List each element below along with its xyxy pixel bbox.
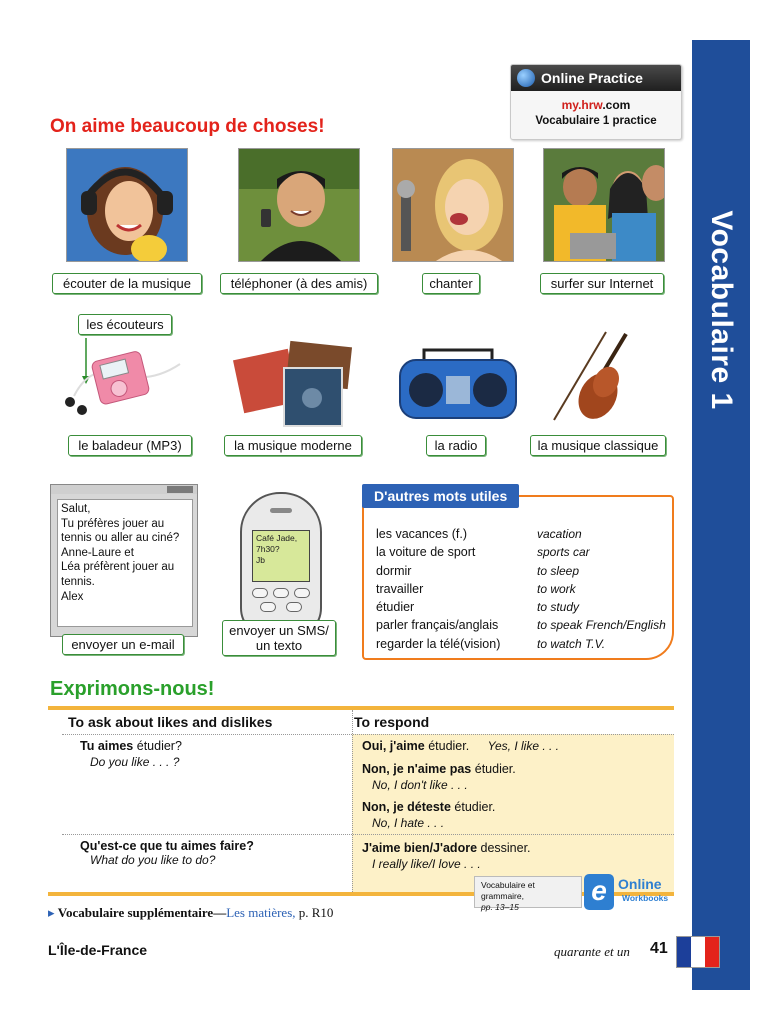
mp3-player-image: [60, 334, 200, 430]
online-practice-box[interactable]: [510, 64, 682, 140]
word-row: la voiture de sport sports car: [376, 545, 590, 560]
label-classical-music: la musique classique: [530, 435, 666, 456]
photo-boy-phone: [238, 148, 360, 262]
column-divider: [352, 710, 353, 892]
phone-key: [252, 588, 268, 598]
sms-line: 7h30?: [256, 544, 280, 554]
email-titlebar: [51, 485, 197, 494]
respond-no-hate: Non, je déteste étudier. No, I hate . . .: [362, 800, 496, 830]
word-row: travailler to work: [376, 581, 576, 596]
phone-key: [286, 602, 302, 612]
email-message: [57, 499, 193, 627]
label-modern-music: la musique moderne: [224, 435, 362, 456]
vocabulary-side-band: [692, 40, 750, 990]
supplement-page: p. R10: [295, 905, 334, 920]
cds-image: [232, 340, 356, 430]
phone-screen: [252, 530, 310, 582]
table-divider: [62, 734, 674, 735]
respond-really-like: J'aime bien/J'adore dessiner. I really like/I love . . .: [362, 841, 531, 871]
respond-no-dont-like: Non, je n'aime pas étudier. No, I don't like . . .: [362, 762, 516, 792]
email-line: Léa préfèrent jouer au: [61, 561, 175, 574]
word-row: parler français/anglais to speak French/English: [376, 618, 666, 633]
word-row: étudier to study: [376, 600, 580, 615]
workbook-line1: Vocabulaire et grammaire,: [481, 880, 535, 901]
flag-stripe-white: [691, 937, 705, 967]
workbook-line2: pp. 13–15: [481, 902, 519, 912]
sms-label-line1: envoyer un SMS/: [229, 623, 329, 638]
email-line: Tu préfères jouer au: [61, 517, 165, 530]
email-window: [50, 484, 198, 637]
email-line: Alex: [61, 590, 84, 603]
section-title-expressions: Exprimons-nous!: [50, 678, 215, 700]
online-practice-title: Online Practice: [541, 70, 643, 86]
violin-image: [546, 326, 642, 426]
word-row: les vacances (f.) vacation: [376, 527, 582, 541]
workbook-reference: [474, 876, 582, 912]
ask-do-you-like: Tu aimes étudier? Do you like . . . ?: [80, 739, 182, 769]
supplement-text: Vocabulaire supplémentaire—: [57, 905, 227, 920]
label-listen-music: écouter de la musique: [52, 273, 202, 294]
supplement-link[interactable]: Les matières,: [226, 905, 296, 920]
col-head-respond: To respond: [354, 714, 430, 730]
email-line: Salut,: [61, 503, 91, 515]
table-divider: [62, 834, 674, 835]
window-buttons-icon: [167, 486, 193, 493]
photo-girl-singing: [392, 148, 514, 262]
word-row: regarder la télé(vision) to watch T.V.: [376, 636, 606, 651]
phone-keypad: [252, 588, 310, 620]
page-number: 41: [650, 940, 668, 957]
label-surf-internet: surfer sur Internet: [540, 273, 664, 294]
expressions-table: [48, 706, 674, 896]
flag-stripe-red: [705, 937, 719, 967]
label-earphones: les écouteurs: [78, 314, 172, 335]
word-row: dormir to sleep: [376, 563, 580, 578]
globe-icon: [517, 69, 535, 87]
other-words-heading: D'autres mots utiles: [362, 484, 519, 508]
email-line: tennis.: [61, 575, 95, 588]
online-practice-url[interactable]: my.hrw.com: [561, 98, 631, 112]
phone-key: [260, 602, 276, 612]
label-send-sms: [222, 620, 336, 656]
photo-girl-headphones: [66, 148, 188, 262]
sms-line: Jb: [256, 555, 265, 565]
e-logo-icon: e: [584, 874, 614, 910]
workbook-online-label: Online: [618, 876, 662, 892]
photo-friends-internet: [543, 148, 665, 262]
footer-region: L'Île-de-France: [48, 942, 148, 958]
other-words-list: [376, 527, 666, 655]
sms-line: Café Jade,: [256, 533, 298, 543]
ask-what-do-you-like: Qu'est-ce que tu aimes faire? What do you like to do?: [80, 839, 254, 867]
online-workbooks-badge[interactable]: [474, 874, 670, 910]
online-practice-header: [511, 65, 681, 91]
label-radio: la radio: [426, 435, 486, 456]
label-send-email: envoyer un e-mail: [62, 634, 184, 655]
respond-yes-like: Oui, j'aime étudier. Yes, I like . . .: [362, 739, 560, 753]
label-mp3-player: le baladeur (MP3): [68, 435, 192, 456]
phone-key: [273, 588, 289, 598]
arrow-icon: ▸: [48, 905, 55, 920]
email-line: tennis ou aller au ciné?: [61, 532, 180, 545]
supplement-reference[interactable]: [48, 905, 333, 921]
sms-label-line2: un texto: [255, 638, 303, 653]
label-sing: chanter: [422, 273, 480, 294]
section-title-likes: On aime beaucoup de choses!: [50, 116, 325, 137]
phone-speaker-icon: [270, 508, 292, 513]
label-telephone: téléphoner (à des amis): [220, 273, 378, 294]
workbook-workbooks-label: Workbooks: [622, 893, 669, 903]
footer-page-words: quarante et un: [554, 944, 630, 959]
cell-phone-image: [240, 492, 322, 638]
side-band-label: Vocabulaire 1: [705, 210, 738, 410]
table-top-rule: [48, 706, 674, 710]
french-flag-icon: [676, 936, 720, 968]
col-head-ask: To ask about likes and dislikes: [68, 714, 273, 730]
email-line: Anne-Laure et: [61, 546, 134, 559]
other-words-box: [362, 495, 674, 660]
radio-image: [396, 346, 520, 422]
flag-stripe-blue: [677, 937, 691, 967]
phone-key: [294, 588, 310, 598]
online-practice-subtitle: Vocabulaire 1 practice: [535, 115, 657, 127]
